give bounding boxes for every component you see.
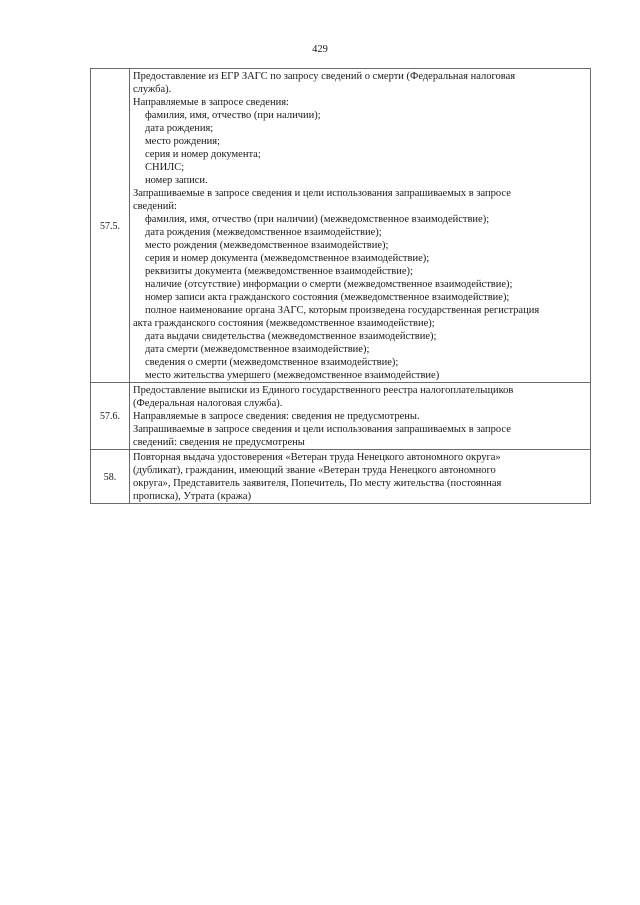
- text-line: серия и номер документа;: [145, 149, 261, 160]
- text-line: наличие (отсутствие) информации о смерти (межведомственное взаимодействие);: [145, 279, 513, 290]
- row-description: [130, 383, 591, 450]
- row-number: 57.6.: [91, 383, 130, 450]
- text-line: фамилия, имя, отчество (при наличии) (межведомственное взаимодействие);: [145, 214, 490, 225]
- text-line: служба).: [133, 84, 172, 95]
- text-line: округа», Представитель заявителя, Попечитель, По месту жительства (постоянная: [133, 478, 502, 489]
- text-line: дата выдачи свидетельства (межведомственное взаимодействие);: [145, 331, 437, 342]
- text-line: Направляемые в запросе сведения: сведения не предусмотрены.: [133, 411, 420, 422]
- text-line: Направляемые в запросе сведения:: [133, 97, 289, 108]
- text-line: номер записи акта гражданского состояния (межведомственное взаимодействие);: [145, 292, 510, 303]
- text-line: Предоставление выписки из Единого государственного реестра налогоплательщиков: [133, 385, 514, 396]
- text-line: реквизиты документа (межведомственное взаимодействие);: [145, 266, 413, 277]
- text-line: фамилия, имя, отчество (при наличии);: [145, 110, 321, 121]
- text-line: дата смерти (межведомственное взаимодействие);: [145, 344, 370, 355]
- row-number: 57.5.: [91, 69, 130, 383]
- text-line: Предоставление из ЕГР ЗАГС по запросу сведений о смерти (Федеральная налоговая: [133, 71, 516, 82]
- text-line: Запрашиваемые в запросе сведения и цели использования запрашиваемых в запросе: [133, 188, 511, 199]
- text-line: Запрашиваемые в запросе сведения и цели использования запрашиваемых в запросе: [133, 424, 511, 435]
- text-line: СНИЛС;: [145, 162, 185, 173]
- table-body: [91, 69, 591, 504]
- row-description: [130, 69, 591, 383]
- text-line: сведений:: [133, 201, 177, 212]
- text-line: прописка), Утрата (кража): [133, 491, 252, 502]
- row-description: [130, 450, 591, 504]
- text-line: сведения о смерти (межведомственное взаимодействие);: [145, 357, 399, 368]
- text-line: место рождения;: [145, 136, 221, 147]
- text-line: акта гражданского состояния (межведомственное взаимодействие);: [133, 318, 435, 329]
- text-line: дата рождения;: [145, 123, 214, 134]
- text-line: (дубликат), гражданин, имеющий звание «Ветеран труда Ненецкого автономного: [133, 465, 496, 476]
- text-line: дата рождения (межведомственное взаимодействие);: [145, 227, 382, 238]
- page-number: 429: [312, 44, 328, 55]
- text-line: место жительства умершего (межведомственное взаимодействие): [145, 370, 440, 381]
- table-row: [91, 383, 591, 450]
- text-line: полное наименование органа ЗАГС, которым произведена государственная регистрация: [145, 305, 540, 316]
- text-line: номер записи.: [145, 175, 208, 186]
- table-row: [91, 69, 591, 383]
- services-table: [90, 68, 591, 504]
- text-line: серия и номер документа (межведомственное взаимодействие);: [145, 253, 430, 264]
- text-line: место рождения (межведомственное взаимодействие);: [145, 240, 389, 251]
- text-line: (Федеральная налоговая служба).: [133, 398, 283, 409]
- row-number: 58.: [91, 450, 130, 504]
- text-line: сведений: сведения не предусмотрены: [133, 437, 305, 448]
- text-line: Повторная выдача удостоверения «Ветеран труда Ненецкого автономного округа»: [133, 452, 501, 463]
- table-row: [91, 450, 591, 504]
